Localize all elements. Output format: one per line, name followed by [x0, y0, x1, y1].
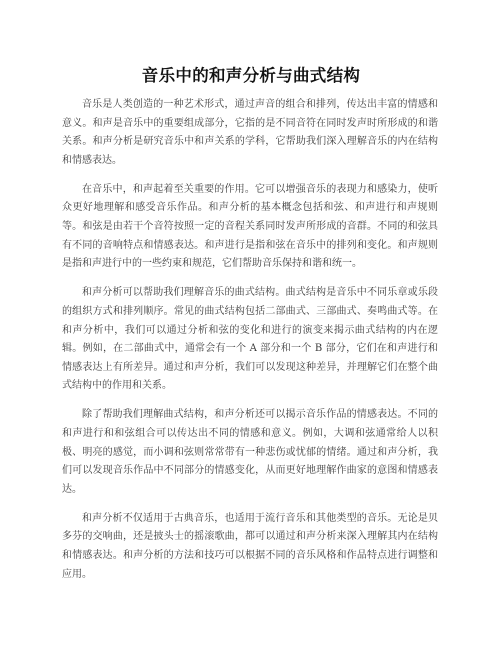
paragraph-5: 和声分析不仅适用于古典音乐，也适用于流行音乐和其他类型的音乐。无论是贝多芬的交响曲，还是披头士的摇滚歌曲，都可以通过和声分析来深入理解其内在结构和情感表达。和声分析的方法和技巧可以根据不同的音乐风格和作品特点进行调整和应用。 [62, 512, 438, 580]
document-body [62, 96, 438, 595]
paragraph-4: 除了帮助我们理解曲式结构，和声分析还可以揭示音乐作品的情感表达。不同的和声进行和和弦组合可以传达出不同的情感和意义。例如，大调和弦通常给人以积极、明亮的感觉，而小调和弦则常常带有一种悲伤或忧郁的情绪。通过和声分析，我们可以发现音乐作品中不同部分的情感变化，从而更好地理解作曲家的意图和情感表达。 [62, 409, 438, 495]
paragraph-2: 在音乐中，和声起着至关重要的作用。它可以增强音乐的表现力和感染力，使听众更好地理解和感受音乐作品。和声分析的基本概念包括和弦、和声进行和声规则等。和弦是由若干个音符按照一定的音程关系同时发声所形成的音群。不同的和弦具有不同的音响特点和情感表达。和声进行是指和弦在音乐中的排列和变化。和声规则是指和声进行中的一些约束和规范，它们帮助音乐保持和谐和统一。 [62, 183, 438, 270]
paragraph-3: 和声分析可以帮助我们理解音乐的曲式结构。曲式结构是音乐中不同乐章或乐段的组织方式和排列顺序。常见的曲式结构包括二部曲式、三部曲式、奏鸣曲式等。在和声分析中，我们可以通过分析和弦的变化和进行的演变来揭示曲式结构的内在逻辑。例如，在二部曲式中，通常会有一个 A 部分和一个 B 部分，它们在和声进行和情感表达上有所差异。通过和声分析，我们可以发现这种差异，并理解它们在整个曲式结构中的作用和关系。 [62, 287, 438, 392]
paragraph-1: 音乐是人类创造的一种艺术形式，通过声音的组合和排列，传达出丰富的情感和意义。和声是音乐中的重要组成部分，它指的是不同音符在同时发声时所形成的和谐关系。和声分析是研究音乐中和声关系的学科，它帮助我们深入理解音乐的内在结构和情感表达。 [62, 99, 438, 166]
document-title: 音乐中的和声分析与曲式结构 [141, 66, 361, 85]
